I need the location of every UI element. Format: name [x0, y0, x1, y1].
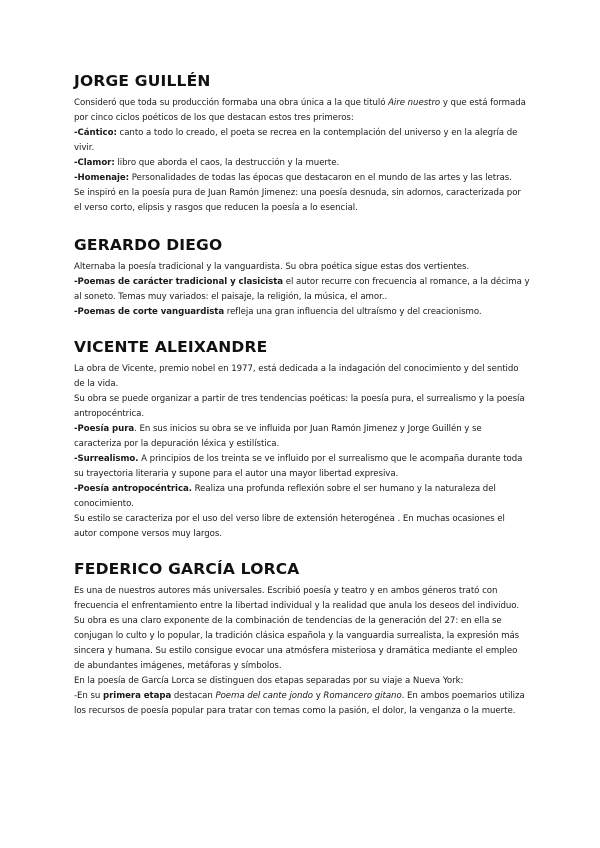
list-item [74, 275, 530, 305]
text: y que está formada por cinco ciclos poéticos de los que destacan estos tres primeros: [74, 98, 526, 123]
paragraph: Se inspiró en la poesía pura de Juan Ramón Jimenez: una poesía desnuda, sin adornos, caracterizada por el verso corto, elipsis y rasgos que reducen la poesía a lo esencial. [74, 188, 521, 213]
item-label: -Poesía antropocéntrica. [74, 484, 192, 494]
text: destacan [171, 691, 216, 701]
paragraph: En la poesía de García Lorca se distinguen dos etapas separadas por su viaje a Nueva York: [74, 676, 464, 686]
item-label: -Cántico: [74, 128, 117, 138]
paragraph: Su obra se puede organizar a partir de tres tendencias poéticas: la poesía pura, el surrealismo y la poesía antropocéntrica. [74, 394, 525, 419]
list-item [74, 482, 530, 512]
list-item [74, 305, 530, 320]
paragraph: La obra de Vicente, premio nobel en 1977, está dedicada a la indagación del conocimiento y del sentido de la vida. [74, 364, 519, 389]
section-gerardo-diego [74, 236, 530, 320]
paragraph [74, 96, 530, 126]
paragraph: Alternaba la poesía tradicional y la vanguardista. Su obra poética sigue estas dos vertientes. [74, 262, 470, 272]
item-label: -Poemas de corte vanguardista [74, 307, 225, 317]
item-text: Personalidades de todas las épocas que destacaron en el mundo de las artes y las letras. [129, 173, 512, 183]
list-item [74, 689, 530, 719]
item-label: -Poesía pura [74, 424, 135, 434]
list-item [74, 452, 530, 482]
item-text: el autor recurre con frecuencia al romance, a la décima y al soneto. Temas muy variados: el paisaje, la religión, la música, el amor.. [74, 277, 530, 302]
text: y [313, 691, 324, 701]
text: -En su [74, 691, 104, 701]
section-federico-garcia-lorca [74, 560, 530, 719]
list-item [74, 126, 530, 156]
text: Consideró que toda su producción formaba una obra única a la que tituló [74, 98, 389, 108]
item-text: . En sus inicios su obra se ve influida por Juan Ramón Jimenez y Jorge Guillén y se caracteriza por la depuración léxica y estilística. [74, 424, 482, 449]
item-label: -Homenaje: [74, 173, 130, 183]
item-text: refleja una gran influencia del ultraísmo y del creacionismo. [224, 307, 482, 317]
list-item [74, 171, 530, 186]
item-text: . En ambos poemarios utiliza los recursos de poesía popular para tratar con temas como la pasión, el dolor, la venganza o la muerte. [74, 691, 525, 716]
work-title: Poema del cante jondo [215, 691, 314, 701]
section-title: FEDERICO GARCÍA LORCA [74, 560, 300, 578]
section-title: VICENTE ALEIXANDRE [74, 338, 268, 356]
document-page [74, 72, 530, 719]
section-jorge-guillen [74, 72, 530, 216]
paragraph: Su obra es una claro exponente de la combinación de tendencias de la generación del 27: en ella se conjugan lo culto y lo popular, la tradición clásica española y la vanguardia surrealista, la expresión más sincera y humana. Su estilo consigue evocar una atmósfera misteriosa y dramática mediante el empleo de abundantes imágenes, metáforas y símbolos. [74, 616, 520, 671]
section-title: GERARDO DIEGO [74, 236, 223, 254]
item-text: libro que aborda el caos, la destrucción y la muerte. [114, 158, 340, 168]
paragraph: Su estilo se caracteriza por el uso del verso libre de extensión heterogénea . En muchas ocasiones el autor compone versos muy largos. [74, 514, 505, 539]
item-text: Realiza una profunda reflexión sobre el ser humano y la naturaleza del conocimiento. [74, 484, 496, 509]
item-label: primera etapa [103, 691, 172, 701]
work-title: Aire nuestro [388, 98, 441, 108]
work-title: Romancero gitano [323, 691, 402, 701]
section-title: JORGE GUILLÉN [74, 72, 211, 90]
section-vicente-aleixandre [74, 338, 530, 542]
item-text: canto a todo lo creado, el poeta se recrea en la contemplación del universo y en la alegría de vivir. [74, 128, 518, 153]
item-label: -Clamor: [74, 158, 115, 168]
list-item [74, 156, 530, 171]
item-label: -Poemas de carácter tradicional y clasicista [74, 277, 284, 287]
item-label: -Surrealismo. [74, 454, 139, 464]
item-text: A principios de los treinta se ve influido por el surrealismo que le acompaña durante toda su trayectoria literaria y supone para el autor una mayor libertad expresiva. [74, 454, 523, 479]
list-item [74, 422, 530, 452]
paragraph: Es una de nuestros autores más universales. Escribió poesía y teatro y en ambos géneros trató con frecuencia el enfrentamiento entre la libertad individual y la realidad que anula los deseos del individuo. [74, 586, 520, 611]
